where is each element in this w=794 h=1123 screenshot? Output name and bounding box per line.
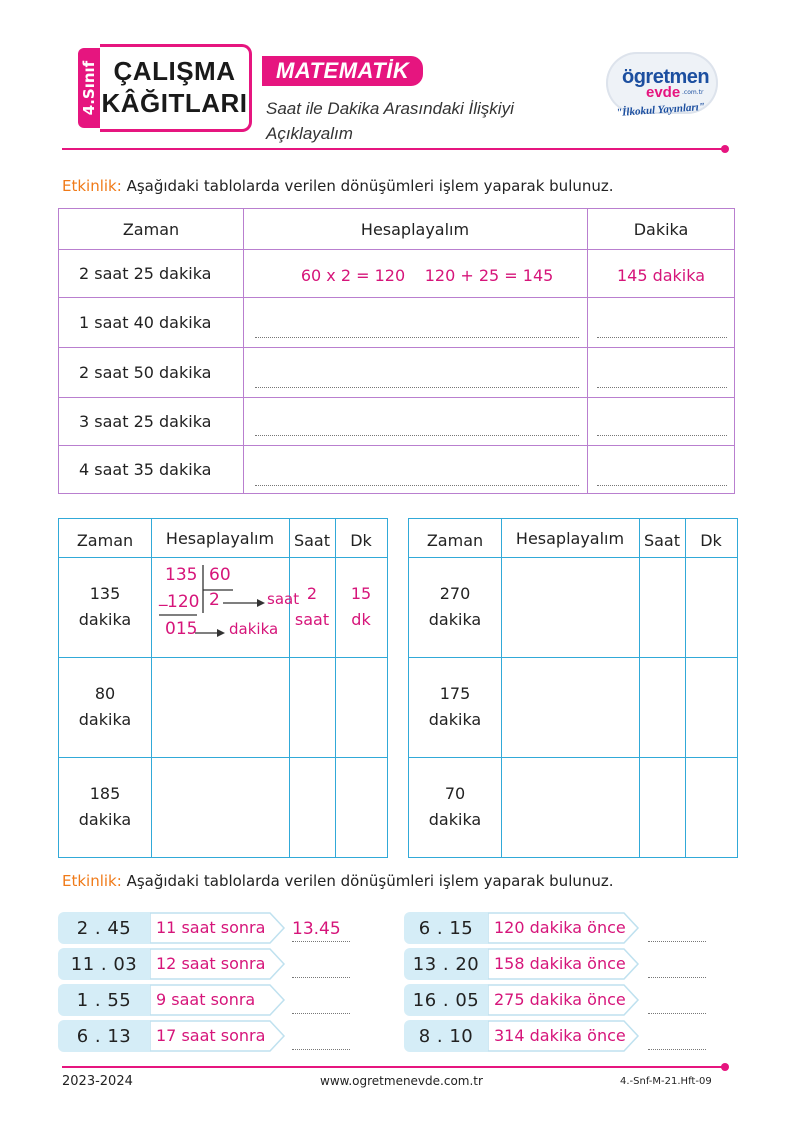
answer-field[interactable] (648, 954, 706, 978)
table1-row1-calc1: 60 x 2 = 120 (300, 265, 406, 285)
operation-text: 120 dakika önce (494, 918, 626, 937)
start-time: 16 . 05 (404, 984, 488, 1016)
row-unit: dakika (428, 810, 482, 829)
operation-text: 17 saat sonra (156, 1026, 266, 1045)
answer-line[interactable] (255, 337, 579, 338)
division-bracket-lines (151, 557, 291, 657)
title-line-1: ÇALIŞMA (113, 56, 236, 86)
header-divider (62, 148, 726, 150)
table2-row1-zaman (59, 557, 151, 657)
table1-row2-zaman: 1 saat 40 dakika (79, 312, 212, 332)
table1-row1-calc2: 120 + 25 = 145 (424, 265, 554, 285)
grade-label: 4.Sınıf (80, 60, 98, 116)
activity1-heading (62, 177, 614, 195)
division-table-right (408, 518, 738, 858)
operation-text: 12 saat sonra (156, 954, 266, 973)
subject-badge: MATEMATİK (262, 56, 423, 86)
answer-line[interactable] (255, 387, 579, 388)
row-unit: dakika (78, 610, 132, 629)
operation-text: 158 dakika önce (494, 954, 626, 973)
answer-field[interactable] (648, 1026, 706, 1050)
table2-header-hesaplayalim: Hesaplayalım (165, 529, 275, 548)
row-value: 175 (439, 684, 471, 703)
publisher-logo (602, 42, 722, 126)
start-time: 8 . 10 (404, 1020, 488, 1052)
answer-line[interactable] (597, 337, 727, 338)
table1-row1-dakika: 145 dakika (616, 265, 706, 285)
dakika-label: dakika (229, 620, 279, 638)
row-unit: dakika (78, 810, 132, 829)
table2-row3-zaman (59, 757, 151, 857)
start-time: 13 . 20 (404, 948, 488, 980)
logo-evde-text: evde (646, 84, 681, 101)
remainder: 015 (165, 619, 198, 639)
table1-row4-zaman: 3 saat 25 dakika (79, 411, 212, 431)
dk-value: 15 (350, 584, 372, 603)
saat-label: saat (267, 590, 300, 608)
table3-header-dk: Dk (700, 531, 722, 550)
activity2-instruction: Aşağıdaki tablolarda verilen dönüşümleri işlem yaparak bulunuz. (126, 872, 614, 890)
row-unit: dakika (78, 710, 132, 729)
topic-title: Saat ile Dakika Arasındaki İlişkiyi Açıklayalım (266, 99, 514, 143)
worksheet-title-box (100, 44, 252, 132)
saat-unit: saat (294, 610, 330, 629)
table1-header-hesaplayalim: Hesaplayalım (360, 219, 470, 239)
title-line-2: KÂĞITLARI (101, 88, 248, 118)
answer-field[interactable] (292, 990, 350, 1014)
subtrahend: 120 (167, 592, 200, 612)
division-table-left (58, 518, 388, 858)
footer-divider (62, 1066, 726, 1068)
activity1-instruction: Aşağıdaki tablolarda verilen dönüşümleri işlem yaparak bulunuz. (126, 177, 614, 195)
dividend: 135 (165, 565, 198, 585)
row-value: 185 (89, 784, 121, 803)
operation-text: 9 saat sonra (156, 990, 256, 1009)
grade-tab (78, 48, 100, 128)
row-value: 270 (439, 584, 471, 603)
table2-header-dk: Dk (350, 531, 372, 550)
answer-field[interactable]: 13.45 (292, 918, 350, 942)
activity2-label: Etkinlik: (62, 872, 122, 890)
operation-text: 275 dakika önce (494, 990, 626, 1009)
answer-line[interactable] (255, 485, 579, 486)
answer-line[interactable] (597, 387, 727, 388)
long-division-example (151, 557, 300, 657)
table1-row1-zaman: 2 saat 25 dakika (79, 263, 212, 283)
table2-row1-dk (335, 575, 387, 639)
start-time: 1 . 55 (58, 984, 150, 1016)
operation-text: 11 saat sonra (156, 918, 266, 937)
dk-unit: dk (351, 610, 371, 629)
operation-text: 314 dakika önce (494, 1026, 626, 1045)
table3-row2-zaman (409, 657, 501, 757)
logo-ogretmen-text: ögretmen (622, 66, 710, 88)
logo-tld-text: .com.tr (682, 89, 704, 96)
minus-sign: _ (159, 587, 168, 607)
answer-field[interactable] (648, 918, 706, 942)
activity1-label: Etkinlik: (62, 177, 122, 195)
table3-header-hesaplayalim: Hesaplayalım (515, 529, 625, 548)
answer-line[interactable] (597, 435, 727, 436)
table2-header-zaman: Zaman (76, 531, 134, 550)
answer-field[interactable] (292, 1026, 350, 1050)
footer-code: 4.-Snf-M-21.Hft-09 (620, 1076, 712, 1087)
start-time: 6 . 15 (404, 912, 488, 944)
start-time: 2 . 45 (58, 912, 150, 944)
start-time: 11 . 03 (58, 948, 150, 980)
table1-row5-zaman: 4 saat 35 dakika (79, 459, 212, 479)
start-time: 6 . 13 (58, 1020, 150, 1052)
footer-url[interactable]: www.ogretmenevde.com.tr (320, 1074, 483, 1088)
conversion-table-hours-to-minutes (58, 208, 735, 494)
row-value: 70 (444, 784, 466, 803)
table3-header-zaman: Zaman (426, 531, 484, 550)
footer-year: 2023-2024 (62, 1074, 133, 1089)
table1-header-dakika: Dakika (633, 219, 689, 239)
row-unit: dakika (428, 610, 482, 629)
table2-row1-saat (289, 575, 335, 639)
activity2-heading (62, 872, 614, 890)
table2-row2-zaman (59, 657, 151, 757)
row-value: 80 (94, 684, 116, 703)
answer-line[interactable] (597, 485, 727, 486)
table2-header-saat: Saat (293, 531, 331, 550)
answer-line[interactable] (255, 435, 579, 436)
table1-header-zaman: Zaman (122, 219, 180, 239)
logo-tagline: "İlkokul Yayınları" (615, 100, 706, 120)
table3-row3-zaman (409, 757, 501, 857)
row-value: 135 (89, 584, 121, 603)
answer-field[interactable] (648, 990, 706, 1014)
answer-field[interactable] (292, 954, 350, 978)
divisor: 60 (209, 565, 231, 585)
row-unit: dakika (428, 710, 482, 729)
table1-row3-zaman: 2 saat 50 dakika (79, 362, 212, 382)
table3-row1-zaman (409, 557, 501, 657)
table3-header-saat: Saat (643, 531, 681, 550)
saat-value: 2 (306, 584, 318, 603)
quotient: 2 (209, 590, 220, 610)
